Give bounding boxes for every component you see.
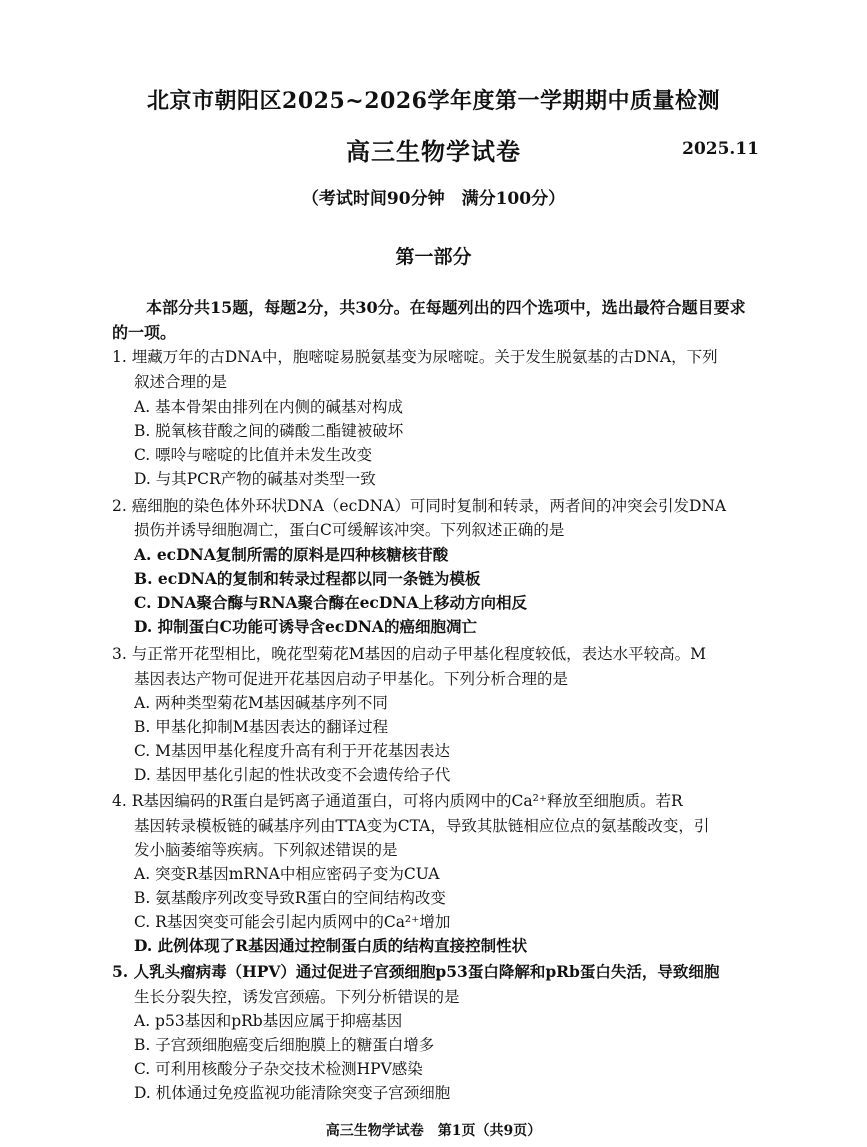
question-5-stem-cont: 生长分裂失控，诱发宫颈癌。下列分析错误的是 xyxy=(134,988,460,1006)
question-3-option-d: D. 基因甲基化引起的性状改变不会遗传给子代 xyxy=(134,766,451,784)
part-instructions: 本部分共15题，每题2分，共30分。在每题列出的四个选项中，选出最符合题目要求的一项。 xyxy=(112,298,746,342)
question-4-option-c: C. R基因突变可能会引起内质网中的Ca²⁺增加 xyxy=(134,913,451,931)
question-4-option-a: A. 突变R基因mRNA中相应密码子变为CUA xyxy=(134,865,440,883)
question-2-stem-cont: 损伤并诱导细胞凋亡，蛋白C可缓解该冲突。下列叙述正确的是 xyxy=(134,521,565,539)
question-1-option-c: C. 嘌呤与嘧啶的比值并未发生改变 xyxy=(134,446,373,464)
question-5-option-b: B. 子宫颈细胞癌变后细胞膜上的糖蛋白增多 xyxy=(134,1036,435,1054)
exam-date: 2025.11 xyxy=(682,139,759,159)
question-1-option-d: D. 与其PCR产物的碱基对类型一致 xyxy=(134,470,376,488)
question-1-stem: 1. 埋藏万年的古DNA中，胞嘧啶易脱氨基变为尿嘧啶。关于发生脱氨基的古DNA，下列 xyxy=(112,348,718,366)
question-1-option-b: B. 脱氧核苷酸之间的磷酸二酯键被破坏 xyxy=(134,422,404,440)
question-3-stem: 3. 与正常开花型相比，晚花型菊花M基因的启动子甲基化程度较低，表达水平较高。M xyxy=(112,645,706,663)
question-5-option-c: C. 可利用核酸分子杂交技术检测HPV感染 xyxy=(134,1060,423,1078)
question-2-option-c: C. DNA聚合酶与RNA聚合酶在ecDNA上移动方向相反 xyxy=(134,593,528,612)
question-3-option-b: B. 甲基化抑制M基因表达的翻译过程 xyxy=(134,718,389,736)
question-3-stem-cont: 基因表达产物可促进开花基因启动子甲基化。下列分析合理的是 xyxy=(134,670,569,688)
question-4-stem: 4. R基因编码的R蛋白是钙离子通道蛋白，可将内质网中的Ca²⁺释放至细胞质。若R xyxy=(112,792,683,810)
exam-time-score: （考试时间90分钟 满分100分） xyxy=(301,189,566,209)
question-5-option-d: D. 机体通过免疫监视功能清除突变子宫颈细胞 xyxy=(134,1084,451,1102)
question-1-stem-cont: 叙述合理的是 xyxy=(134,373,228,391)
question-4-stem-cont-2: 发小脑萎缩等疾病。下列叙述错误的是 xyxy=(134,841,398,859)
question-2-option-b: B. ecDNA的复制和转录过程都以同一条链为模板 xyxy=(134,569,481,588)
question-5-stem: 5. 人乳头瘤病毒（HPV）通过促进子宫颈细胞p53蛋白降解和pRb蛋白失活，导致细胞 xyxy=(112,962,720,981)
question-5-option-a: A. p53基因和pRb基因应属于抑癌基因 xyxy=(134,1012,403,1030)
question-4-option-b: B. 氨基酸序列改变导致R蛋白的空间结构改变 xyxy=(134,889,446,907)
question-2-option-d: D. 抑制蛋白C功能可诱导含ecDNA的癌细胞凋亡 xyxy=(134,617,477,636)
page-footer: 高三生物学试卷 第1页（共9页） xyxy=(325,1123,542,1139)
question-2-option-a: A. ecDNA复制所需的原料是四种核糖核苷酸 xyxy=(134,545,449,564)
question-4-option-d: D. 此例体现了R基因通过控制蛋白质的结构直接控制性状 xyxy=(134,936,528,955)
part-title: 第一部分 xyxy=(395,246,472,268)
question-3-option-a: A. 两种类型菊花M基因碱基序列不同 xyxy=(134,694,388,712)
question-4-stem-cont: 基因转录模板链的碱基序列由TTA变为CTA，导致其肽链相应位点的氨基酸改变，引 xyxy=(134,817,710,835)
question-2-stem: 2. 癌细胞的染色体外环状DNA（ecDNA）可同时复制和转录，两者间的冲突会引发DNA xyxy=(112,497,727,515)
exam-title: 北京市朝阳区2025~2026学年度第一学期期中质量检测 xyxy=(147,88,720,114)
exam-subtitle: 高三生物学试卷 xyxy=(346,137,521,166)
question-3-option-c: C. M基因甲基化程度升高有利于开花基因表达 xyxy=(134,742,451,760)
question-1-option-a: A. 基本骨架由排列在内侧的碱基对构成 xyxy=(134,398,404,416)
